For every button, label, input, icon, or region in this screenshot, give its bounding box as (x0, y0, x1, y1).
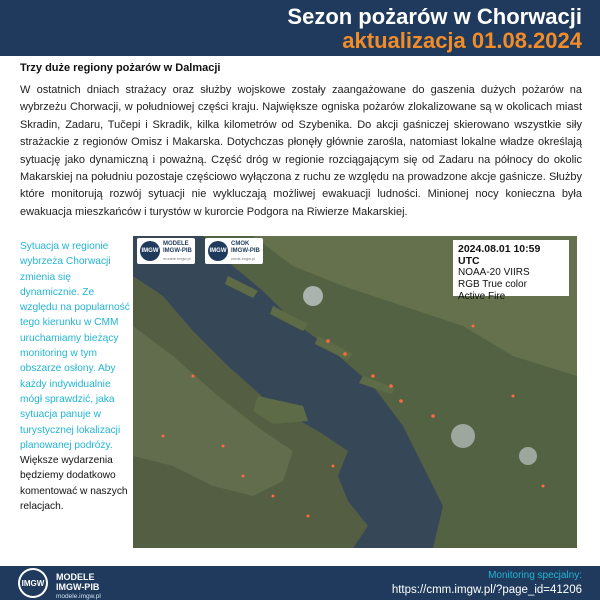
image-info-box (453, 240, 569, 302)
logo2-name: CMOK (231, 240, 250, 247)
logo1-sub: IMGW-PIB (163, 247, 192, 254)
image-timestamp: 2024.08.01 10:59 UTC (458, 243, 541, 267)
cmok-logo (205, 238, 263, 264)
image-product: RGB True color (458, 279, 527, 290)
logo1-site: modele.imgw.pl (163, 255, 191, 261)
footer-bar (0, 566, 600, 600)
sidebar-highlight: Sytuacja w regionie wybrzeża Chorwacji zmienia się dynamicznie. Ze względu na popularność tego kierunku w CMM uruchamiamy bieżący monitoring w tym obszarze osłony. Aby każdy indywidualnie mógł sprawdzić, jaka sytuacja panuje w turystycznej lokalizacji planowanej podróży. (20, 241, 130, 451)
footer-brand (56, 572, 101, 600)
monitoring-link[interactable]: https://cmm.imgw.pl/?page_id=41206 (391, 584, 582, 596)
monitoring-label: Monitoring specjalny: (488, 570, 582, 581)
footer-brand-sub: IMGW-PIB (56, 582, 100, 592)
section-heading: Trzy duże regiony pożarów w Dalmacji (20, 62, 221, 74)
logo1-name: MODELE (163, 240, 189, 247)
modele-logo (137, 238, 195, 264)
footer-brand-name: MODELE (56, 572, 95, 582)
sidebar-footnote: Większe wydarzenia będziemy dodatkowo komentować w naszych relacjach. (20, 455, 128, 513)
logo2-sub: IMGW-PIB (231, 247, 260, 254)
imgw-logo-icon: IMGW (18, 568, 48, 598)
imgw-badge-icon: IMGW (140, 241, 160, 261)
header-banner (0, 0, 600, 56)
logo2-site: cmok.imgw.pl (231, 255, 256, 261)
imgw-badge-icon: IMGW (208, 241, 228, 261)
sidebar-note (20, 239, 130, 514)
satellite-map (133, 236, 577, 548)
image-satellite: NOAA-20 VIIRS (458, 267, 530, 278)
image-layer: Active Fire (458, 291, 506, 302)
article-body: W ostatnich dniach strażacy oraz służby wojskowe zostały zaangażowane do gaszenia dużych pożarów na wybrzeżu Chorwacji, w południowej części kraju. Największe ogniska pożarów zlokalizowane są w okolicach miast Skradin, Zadaru, Tučepi i Skradik, kilka kilometrów od Szybenika. Do akcji gaśniczej skierowano wszystkie siły strażackie z regionów Omisz i Makarska. Dotychczas płonęły głównie zarośla, natomiast lokalne władze określają sytuację jako dynamiczną i poważną. Część dróg w regionie rozciągającym się od Zadaru na północy do okolic Makarskiej na południu pozostaje częściowo wyłączona z ruchu ze względu na prowadzone akcje gaśnicze. Służby które monitorują rozwój sytuacji nie wykluczają możliwej ewakuacji ludności. Minionej nocy konieczna była ewakuacja mieszkańców i turystów w kurorcie Podgora na Riwierze Makarskiej. (20, 84, 582, 218)
footer-site: modele.imgw.pl (56, 593, 101, 600)
update-date: aktualizacja 01.08.2024 (342, 28, 582, 53)
page-title: Sezon pożarów w Chorwacji (287, 4, 582, 29)
